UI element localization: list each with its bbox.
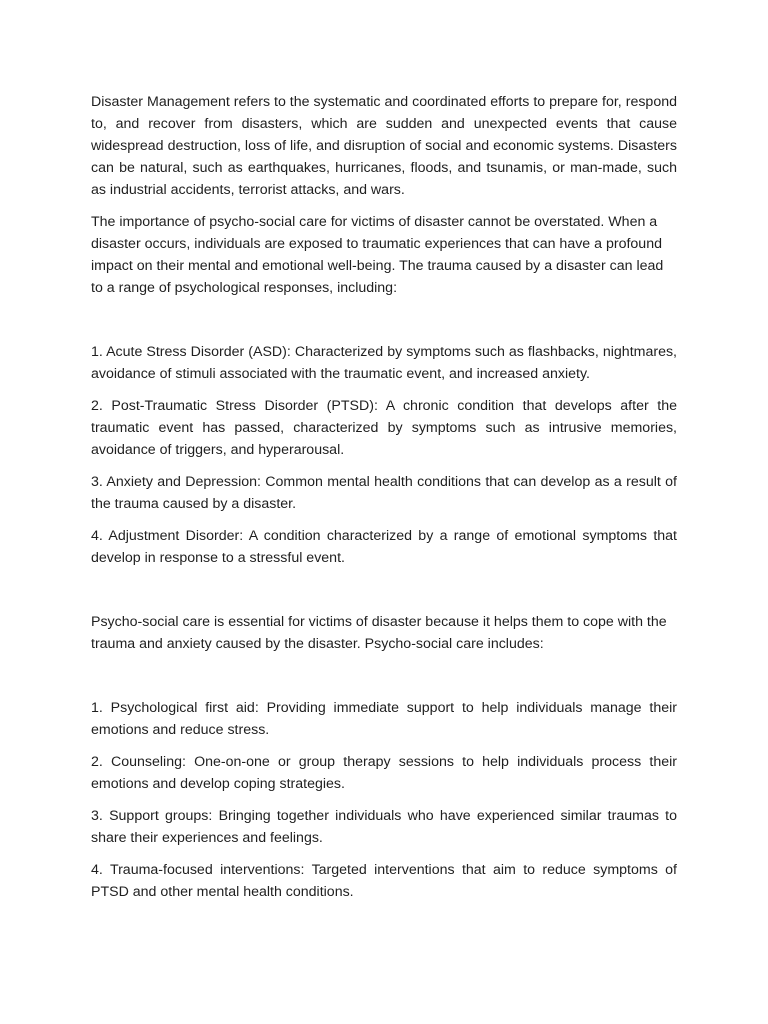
section-spacer [91,665,677,697]
psychological-responses-list [91,341,677,569]
care-intro-paragraph: Psycho-social care is essential for victims of disaster because it helps them to cope with the trauma and anxiety caused by the disaster. Psycho-social care includes: [91,614,667,652]
section-spacer [91,309,677,341]
list-item: 3. Anxiety and Depression: Common mental health conditions that can develop as a result of the trauma caused by a disaster. [91,474,677,512]
intro-paragraph-importance: The importance of psycho-social care for victims of disaster cannot be overstated. When a disaster occurs, individuals are exposed to traumatic experiences that can have a profound impact on their mental and emotional well-being. The trauma caused by a disaster can lead to a range of psychological responses, including: [91,214,664,296]
list-item: 2. Counseling: One-on-one or group therapy sessions to help individuals process their emotions and develop coping strategies. [91,754,677,792]
list-item: 2. Post-Traumatic Stress Disorder (PTSD): A chronic condition that develops after the traumatic event has passed, characterized by symptoms such as intrusive memories, avoidance of triggers, and hyperarousal. [91,398,677,458]
list-item: 1. Psychological first aid: Providing immediate support to help individuals manage their emotions and reduce stress. [91,700,677,738]
list-item: 4. Adjustment Disorder: A condition characterized by a range of emotional symptoms that develop in response to a stressful event. [91,528,677,566]
psycho-social-care-list [91,697,677,903]
list-item: 3. Support groups: Bringing together individuals who have experienced similar traumas to share their experiences and feelings. [91,808,677,846]
intro-paragraph-definition: Disaster Management refers to the systematic and coordinated efforts to prepare for, respond to, and recover from disasters, which are sudden and unexpected events that cause widespread destruction, loss of life, and disruption of social and economic systems. Disasters can be natural, such as earthquakes, hurricanes, floods, and tsunamis, or man-made, such as industrial accidents, terrorist attacks, and wars. [91,94,677,198]
section-spacer [91,579,677,611]
list-item: 1. Acute Stress Disorder (ASD): Characterized by symptoms such as flashbacks, nightmares, avoidance of stimuli associated with the traumatic event, and increased anxiety. [91,344,677,382]
document-page [91,91,677,913]
list-item: 4. Trauma-focused interventions: Targeted interventions that aim to reduce symptoms of PTSD and other mental health conditions. [91,862,677,900]
